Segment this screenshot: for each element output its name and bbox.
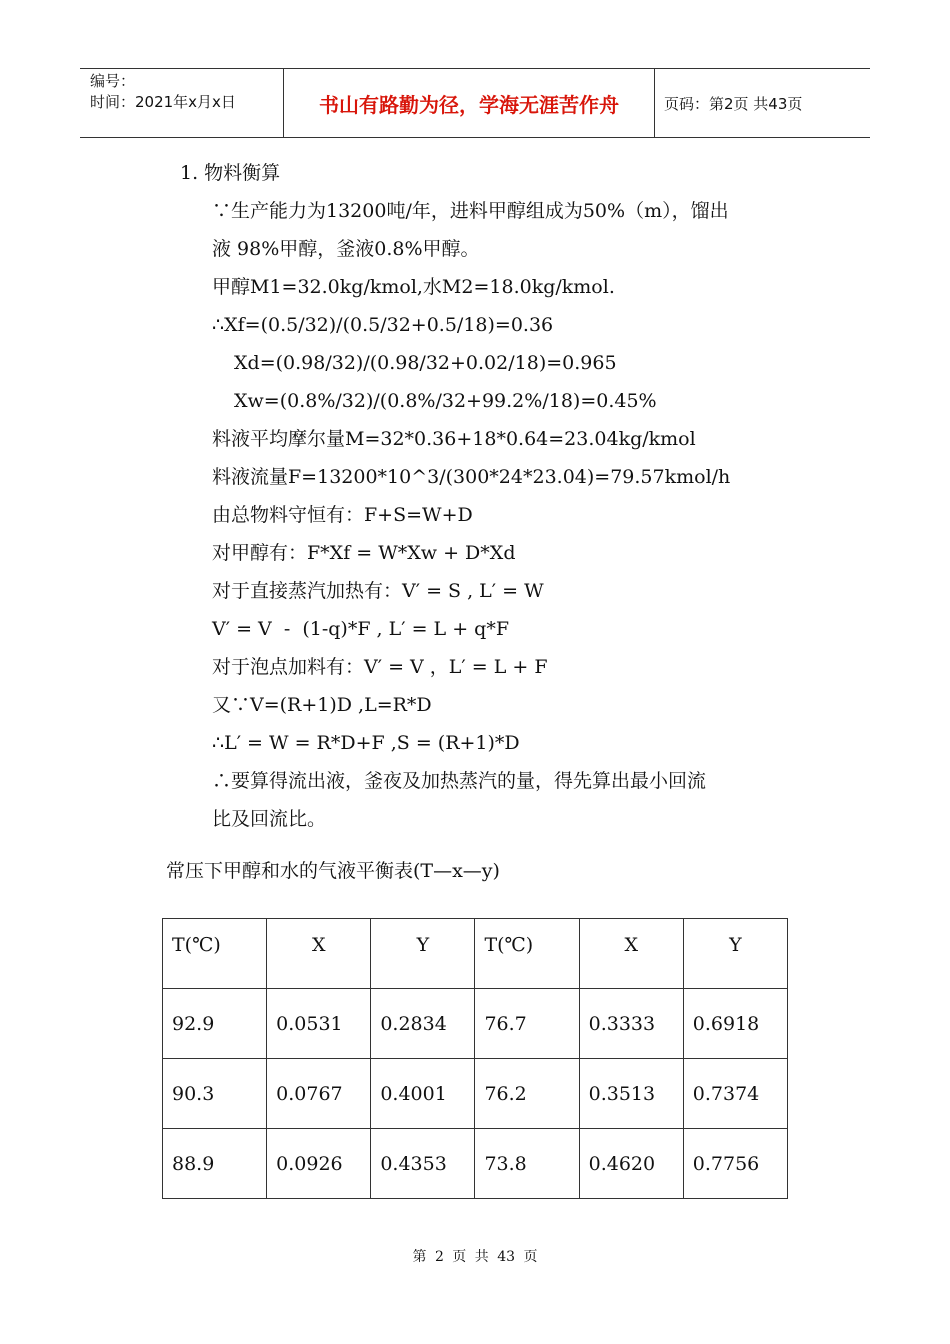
table-cell: 0.2834 [371, 989, 475, 1059]
table-cell: 76.2 [475, 1059, 579, 1129]
header-number-label: 编号： [90, 72, 136, 90]
vle-table [162, 918, 788, 1199]
text-line: V′ = V - (1-q)*F , L′ = L + q*F [212, 618, 510, 640]
text-line: 料液流量F=13200*10^3/(300*24*23.04)=79.57kmol/h [212, 466, 731, 488]
text-line: 料液平均摩尔量M=32*0.36+18*0.64=23.04kg/kmol [212, 428, 696, 450]
table-header-cell: Y [371, 919, 475, 989]
text-line: ∴Xf=(0.5/32)/(0.5/32+0.5/18)=0.36 [212, 314, 554, 336]
table-cell: 0.4353 [371, 1129, 475, 1199]
table-cell: 0.0767 [267, 1059, 371, 1129]
table-cell: 92.9 [163, 989, 267, 1059]
header-motto: 书山有路勤为径，学海无涯苦作舟 [283, 69, 655, 137]
table-header-cell: T(℃) [163, 919, 267, 989]
text-line: 对于直接蒸汽加热有：V′ = S , L′ = W [212, 580, 544, 602]
text-line: 比及回流比。 [212, 808, 327, 830]
table-cell: 0.3513 [579, 1059, 683, 1129]
table-cell: 88.9 [163, 1129, 267, 1199]
table-cell: 0.4620 [579, 1129, 683, 1199]
section-title: 1. 物料衡算 [180, 162, 281, 184]
text-line: Xd=(0.98/32)/(0.98/32+0.02/18)=0.965 [234, 352, 617, 374]
table-caption: 常压下甲醇和水的气液平衡表(T—x—y) [166, 860, 500, 882]
text-line: 对甲醇有：F*Xf = W*Xw + D*Xd [212, 542, 516, 564]
table-cell: 0.4001 [371, 1059, 475, 1129]
table-row [163, 1059, 788, 1129]
text-line: 由总物料守恒有：F+S=W+D [212, 504, 473, 526]
table-cell: 0.3333 [579, 989, 683, 1059]
text-line: ∴L′ = W = R*D+F ,S = (R+1)*D [212, 732, 520, 754]
table-cell: 0.7756 [683, 1129, 787, 1199]
text-line: Xw=(0.8%/32)/(0.8%/32+99.2%/18)=0.45% [234, 390, 657, 412]
text-line: ∴要算得流出液，釜夜及加热蒸汽的量，得先算出最小回流 [212, 770, 707, 792]
header-meta [80, 69, 283, 137]
header-time-label: 时间：2021年x月x日 [90, 93, 236, 111]
table-cell: 0.0531 [267, 989, 371, 1059]
text-line: 液 98%甲醇，釜液0.8%甲醇。 [212, 238, 480, 260]
page-footer: 第 2 页 共 43 页 [412, 1249, 538, 1265]
table-header-cell: X [267, 919, 371, 989]
table-header-cell: Y [683, 919, 787, 989]
table-cell: 76.7 [475, 989, 579, 1059]
table-cell: 90.3 [163, 1059, 267, 1129]
table-row [163, 1129, 788, 1199]
text-line: 甲醇M1=32.0kg/kmol,水M2=18.0kg/kmol. [212, 276, 615, 298]
page-header [80, 68, 870, 138]
table-header-row [163, 919, 788, 989]
table-cell: 73.8 [475, 1129, 579, 1199]
text-line: ∵生产能力为13200吨/年，进料甲醇组成为50%（m），馏出 [212, 200, 729, 222]
table-cell: 0.6918 [683, 989, 787, 1059]
table-header-cell: T(℃) [475, 919, 579, 989]
table-row [163, 989, 788, 1059]
header-page-info: 页码：第2页 共43页 [664, 94, 803, 113]
table-cell: 0.7374 [683, 1059, 787, 1129]
text-line: 对于泡点加料有：V′ = V ，L′ = L + F [212, 656, 548, 678]
table-header-cell: X [579, 919, 683, 989]
table-cell: 0.0926 [267, 1129, 371, 1199]
text-line: 又∵V=(R+1)D ,L=R*D [212, 694, 432, 716]
